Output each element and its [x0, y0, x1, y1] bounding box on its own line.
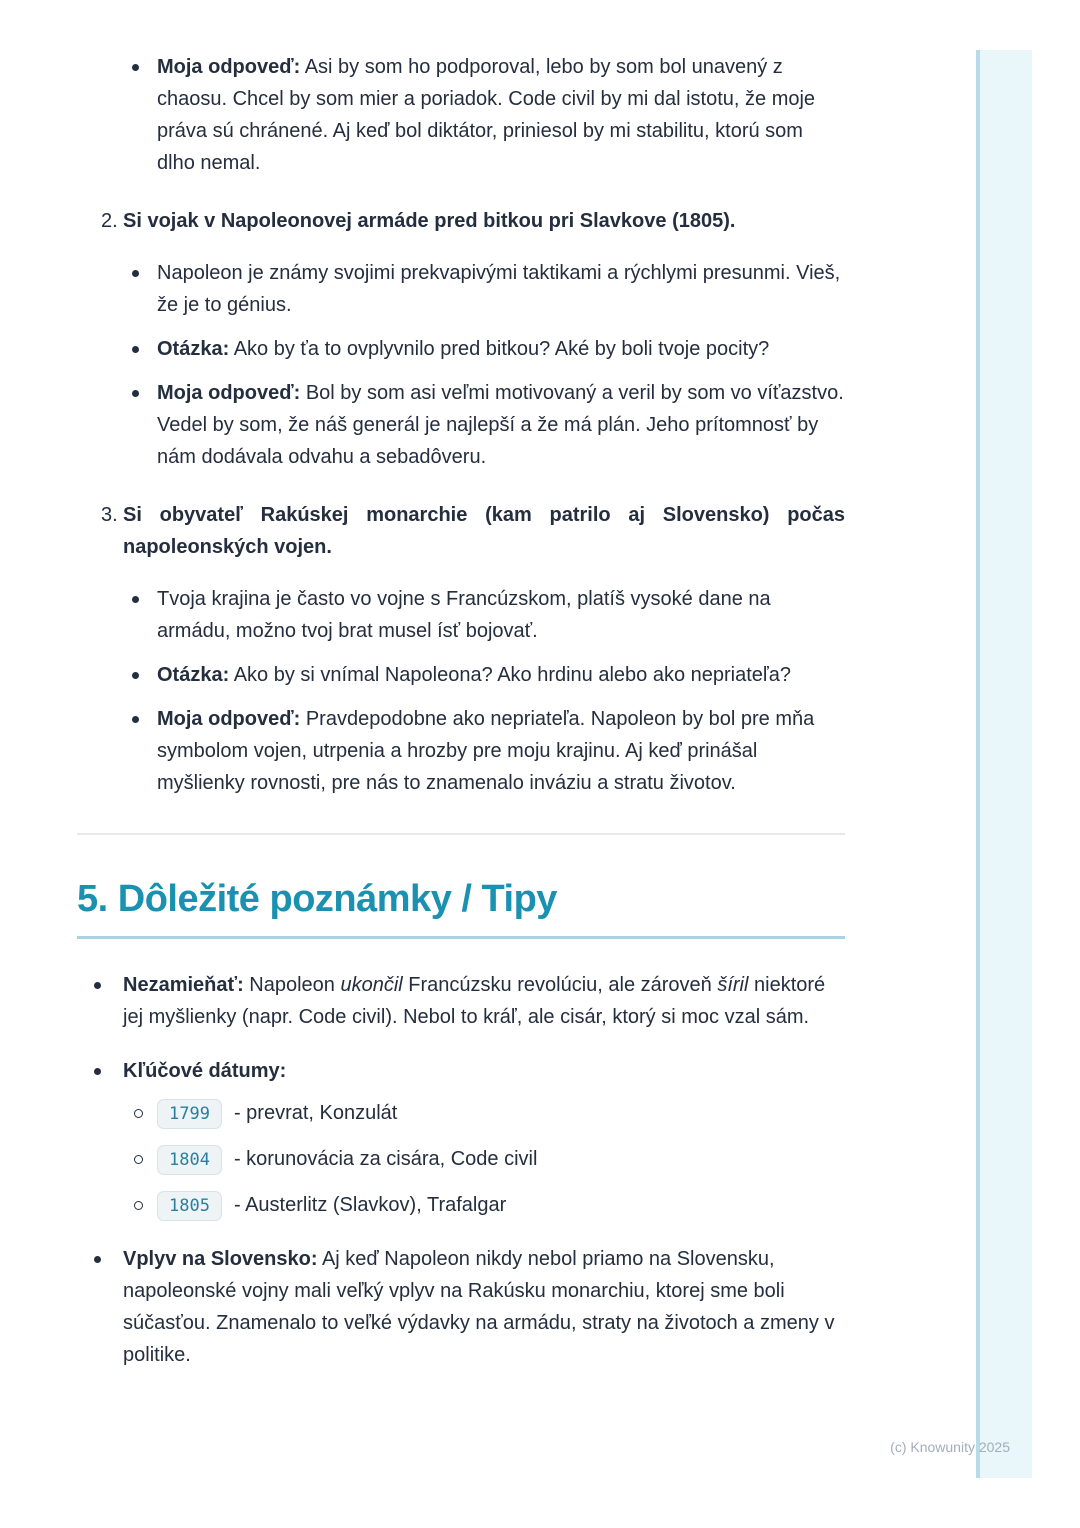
bullet-text: Pravdepodobne ako nepriateľa. Napoleon by bol pre mňa symbolom vojen, utrpenia a hrozby pre moju krajinu. Aj keď prinášal myšlienky rovnosti, pre nás to znamenalo inváziu a stratu životov.: [157, 708, 815, 794]
key-dates-list: [123, 1097, 845, 1221]
item-2-bullet-list: [77, 257, 845, 473]
bullet-label: Otázka:: [157, 338, 230, 360]
page-title: 5. Dôležité poznámky / Tipy: [77, 878, 557, 920]
bullet-text: Asi by som ho podporoval, lebo by som bol unavený z chaosu. Chcel by som mier a poriadok. Code civil by mi dal istotu, že moje práva sú chránené. Aj keď bol diktátor, priniesol by mi stabilitu, ktorú som dlho nemal.: [157, 56, 816, 174]
tips-bullet-list: [77, 969, 845, 1371]
item-3-bullet-list: [77, 583, 845, 799]
continuation-bullet-list: [77, 51, 845, 179]
item-number: 3.: [101, 504, 118, 526]
section-divider: [77, 833, 845, 835]
date-item: [123, 1189, 845, 1221]
text-run: Francúzsku revolúciu, ale zároveň: [402, 974, 718, 996]
bullet-text: Ako by si vnímal Napoleona? Ako hrdinu alebo ako nepriateľa?: [233, 664, 792, 686]
list-item: [77, 969, 845, 1033]
year-badge: 1804: [157, 1145, 222, 1175]
bullet-label: Moja odpoveď:: [157, 56, 301, 78]
date-description: - Austerlitz (Slavkov), Trafalgar: [233, 1194, 507, 1216]
bullet-text: Aj keď Napoleon nikdy nebol priamo na Slovensku, napoleonské vojny mali veľký vplyv na Rakúsku monarchiu, ktorej sme boli súčasťou. Znamenalo to veľké výdavky na armádu, straty na životoch a zmeny v politike.: [123, 1248, 835, 1366]
item-title: Si obyvateľ Rakúskej monarchie (kam patrilo aj Slovensko) počas napoleonských vojen.: [123, 504, 845, 558]
bullet-text: Ako by ťa to ovplyvnilo pred bitkou? Aké by boli tvoje pocity?: [233, 338, 770, 360]
bullet-text: Bol by som asi veľmi motivovaný a veril by som vo víťazstvo. Vedel by som, že náš generál je najlepší a že má plán. Jeho prítomnosť by nám dodávala odvahu a sebadôveru.: [157, 382, 844, 468]
list-item: [77, 377, 845, 473]
text-run: Napoleon: [249, 974, 341, 996]
list-item: [77, 1243, 845, 1371]
list-item: [77, 659, 845, 691]
list-item: [77, 1055, 845, 1221]
footer-copyright: (c) Knowunity 2025: [890, 1439, 1010, 1455]
item-title: Si vojak v Napoleonovej armáde pred bitkou pri Slavkove (1805).: [123, 210, 736, 232]
bullet-label: Nezamieňať:: [123, 974, 244, 996]
bullet-label: Moja odpoveď:: [157, 382, 301, 404]
list-item: [77, 583, 845, 647]
page-edge-panel: [976, 50, 1032, 1478]
bullet-label: Kľúčové dátumy:: [123, 1060, 287, 1082]
year-badge: 1805: [157, 1191, 222, 1221]
numbered-item-2: [77, 205, 845, 237]
list-item: [77, 257, 845, 321]
list-item: [77, 333, 845, 365]
year-badge: 1799: [157, 1099, 222, 1129]
bullet-text: Tvoja krajina je často vo vojne s Francúzskom, platíš vysoké dane na armádu, možno tvoj brat musel ísť bojovať.: [157, 588, 771, 642]
text-run-italic: šíril: [717, 974, 749, 996]
bullet-label: Otázka:: [157, 664, 230, 686]
text-run: niektoré jej myšlienky (napr. Code civil). Nebol to kráľ, ale cisár, ktorý si moc vzal sám.: [123, 974, 826, 1028]
date-description: - korunovácia za cisára, Code civil: [233, 1148, 538, 1170]
list-item: [77, 51, 845, 179]
date-description: - prevrat, Konzulát: [233, 1102, 398, 1124]
text-run-italic: ukončil: [340, 974, 403, 996]
list-item: [77, 703, 845, 799]
date-item: [123, 1097, 845, 1129]
numbered-item-3: [77, 499, 845, 563]
bullet-label: Moja odpoveď:: [157, 708, 301, 730]
bullet-text: Napoleon je známy svojimi prekvapivými taktikami a rýchlymi presunmi. Vieš, že je to génius.: [157, 262, 841, 316]
item-number: 2.: [101, 210, 118, 232]
bullet-label: Vplyv na Slovensko:: [123, 1248, 318, 1270]
notes-content: [77, 0, 845, 1393]
date-item: [123, 1143, 845, 1175]
heading-underline: [77, 936, 845, 939]
